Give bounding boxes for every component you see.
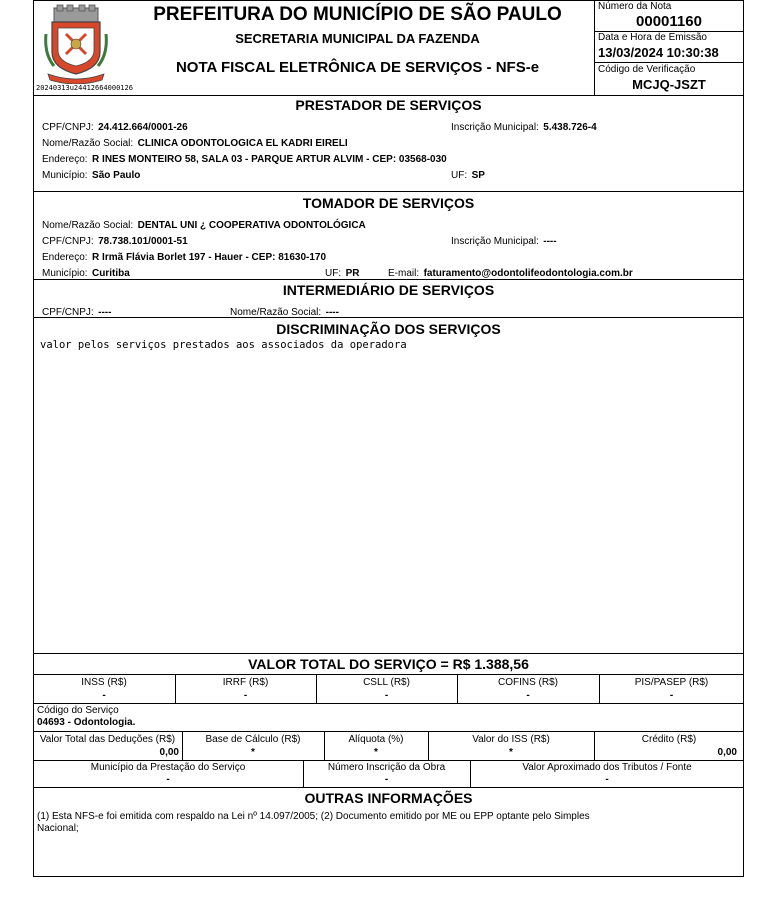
tomador-endereco: Endereço: R Irmã Flávia Borlet 197 - Hauer - CEP: 81630-170	[42, 252, 327, 263]
prestador-nome: Nome/Razão Social: CLINICA ODONTOLOGICA EL KADRI EIRELI	[42, 138, 348, 149]
page-subtitle: SECRETARIA MUNICIPAL DA FAZENDA	[235, 31, 480, 46]
outras-informacoes-line2: Nacional;	[37, 823, 79, 834]
tomador-email: E-mail: faturamento@odontolifeodontologia.com.br	[388, 268, 633, 279]
irrf-label: IRRF (R$)	[222, 677, 269, 688]
pis-pasep-value: -	[669, 690, 674, 701]
valor-iss-label: Valor do ISS (R$)	[472, 734, 550, 745]
pis-pasep-label: PIS/PASEP (R$)	[634, 677, 709, 688]
cofins-label: COFINS (R$)	[498, 677, 558, 688]
data-emissao: 13/03/2024 10:30:38	[598, 45, 719, 60]
aliquota-label: Alíquota (%)	[348, 734, 404, 745]
tomador-inscricao: Inscrição Municipal: ----	[451, 236, 557, 247]
tomador-nome: Nome/Razão Social: DENTAL UNI ¿ COOPERATIVA ODONTOLÓGICA	[42, 220, 366, 231]
tomador-cpf: CPF/CNPJ: 78.738.101/0001-51	[42, 236, 188, 247]
prestador-municipio: Município: São Paulo	[42, 170, 141, 181]
inss-label: INSS (R$)	[81, 677, 127, 688]
irrf-value: -	[243, 690, 248, 701]
numero-nota: 00001160	[636, 13, 702, 30]
credito-label: Crédito (R$)	[641, 734, 697, 745]
tomador-uf: UF: PR	[325, 268, 360, 279]
csll-label: CSLL (R$)	[363, 677, 410, 688]
discriminacao-text: valor pelos serviços prestados aos associados da operadora	[40, 339, 407, 351]
deducoes-value: 0,00	[159, 747, 179, 758]
municipio-prestacao-label: Município da Prestação do Serviço	[90, 762, 246, 773]
prestador-section-title: PRESTADOR DE SERVIÇOS	[295, 97, 482, 113]
coat-of-arms-logo	[44, 4, 108, 84]
aliquota-value: *	[374, 747, 378, 758]
inscricao-obra-value: -	[384, 774, 389, 785]
codigo-verificacao: MCJQ-JSZT	[632, 77, 706, 92]
intermediario-section-title: INTERMEDIÁRIO DE SERVIÇOS	[282, 282, 495, 298]
outras-informacoes-title: OUTRAS INFORMAÇÕES	[304, 790, 473, 806]
codigo-verificacao-label: Código de Verificação	[598, 64, 696, 75]
intermediario-nome: Nome/Razão Social: ----	[230, 307, 339, 318]
inscricao-obra-label: Número Inscrição da Obra	[327, 762, 446, 773]
cofins-value: -	[526, 690, 530, 701]
document-title: NOTA FISCAL ELETRÔNICA DE SERVIÇOS - NFS-e	[175, 59, 540, 76]
outras-informacoes-line1: (1) Esta NFS-e foi emitida com respaldo na Lei nº 14.097/2005; (2) Documento emitido por ME ou EPP optante pelo Simples	[37, 811, 590, 822]
credito-value: 0,00	[717, 747, 737, 758]
intermediario-cpf: CPF/CNPJ: ----	[42, 307, 112, 318]
barcode-text: 20240313u24412664000126	[36, 84, 133, 92]
prestador-inscricao: Inscrição Municipal: 5.438.726-4	[451, 122, 597, 133]
prestador-endereco: Endereço: R INES MONTEIRO 58, SALA 03 - PARQUE ARTUR ALVIM - CEP: 03568-030	[42, 154, 447, 165]
codigo-servico-label: Código do Serviço	[37, 705, 119, 716]
municipio-prestacao-value: -	[166, 774, 170, 785]
csll-value: -	[384, 690, 389, 701]
codigo-servico: 04693 - Odontologia.	[37, 717, 136, 728]
valor-total: VALOR TOTAL DO SERVIÇO = R$ 1.388,56	[248, 656, 529, 672]
prestador-cpf: CPF/CNPJ: 24.412.664/0001-26	[42, 122, 188, 133]
valor-iss-value: *	[509, 747, 513, 758]
base-calculo-label: Base de Cálculo (R$)	[205, 734, 301, 745]
inss-value: -	[102, 690, 106, 701]
deducoes-label: Valor Total das Deduções (R$)	[39, 734, 176, 745]
numero-label: Número da Nota	[598, 1, 672, 12]
base-calculo-value: *	[251, 747, 255, 758]
data-emissao-label: Data e Hora de Emissão	[598, 32, 707, 43]
prestador-uf: UF: SP	[451, 170, 485, 181]
tributos-aproximados-label: Valor Aproximado dos Tributos / Fonte	[522, 762, 692, 773]
tomador-municipio: Município: Curitiba	[42, 268, 130, 279]
page-title: PREFEITURA DO MUNICÍPIO DE SÃO PAULO	[153, 4, 562, 25]
tributos-aproximados-value: -	[605, 774, 609, 785]
tomador-section-title: TOMADOR DE SERVIÇOS	[302, 195, 475, 211]
discriminacao-section-title: DISCRIMINAÇÃO DOS SERVIÇOS	[276, 321, 501, 337]
